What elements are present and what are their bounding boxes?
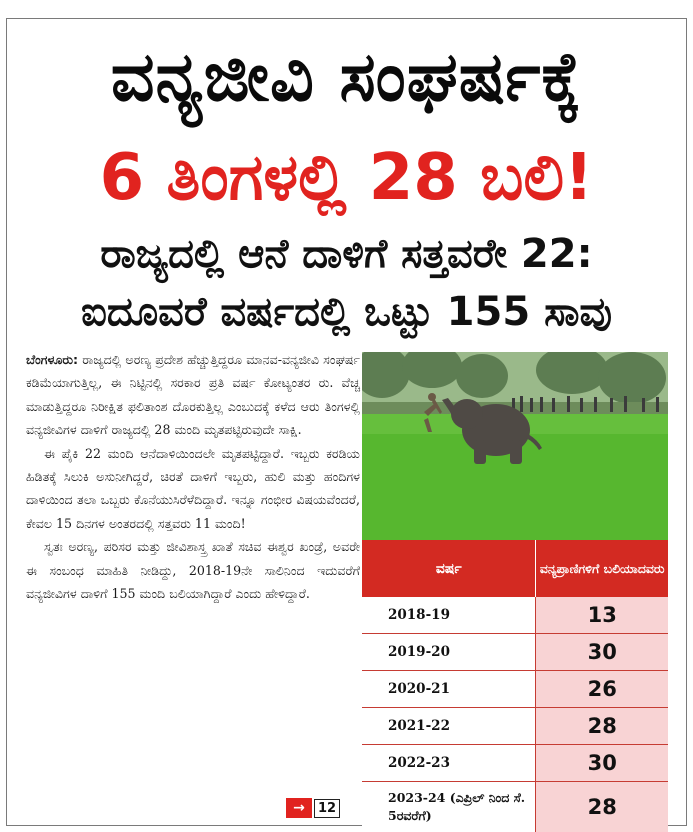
header-year: ವರ್ಷ [435,560,462,577]
row-year: 2022-23 [362,745,535,781]
article-paragraph-2: ಈ ಪೈಕಿ 22 ಮಂದಿ ಆನೆದಾಳಿಯಿಂದಲೇ ಮೃತಪಟ್ಟಿದ್ದಾರೆ. ಇಬ್ಬರು ಕರಡಿಯ ಹಿಡಿತಕ್ಕೆ ಸಿಲುಕಿ ಅಸುನೀಗಿದ್ದರೆ, ಚಿರತೆ ದಾಳಿಗೆ ಇಬ್ಬರು, ಹುಲಿ ಮತ್ತು ಹಂದಿಗಳ ದಾಳಿಯಿಂದ ತಲಾ ಒಬ್ಬರು ಕೊನೆಯುಸಿರೆಳೆದಿದ್ದಾರೆ. ಇನ್ನೂ ಗಂಭೀರ ವಿಷಯವೆಂದರೆ, ಕೇವಲ 15 ದಿನಗಳ ಅಂತರದಲ್ಲಿ ಸತ್ತವರು 11 ಮಂದಿ! [26,445,360,531]
row-count: 28 [535,708,668,744]
row-year: 2018-19 [362,597,535,633]
table-row [362,782,668,832]
subheadline-line-1: ರಾಜ್ಯದಲ್ಲಿ ಆನೆ ದಾಳಿಗೆ ಸತ್ತವರೇ 22: [100,231,593,277]
row-year: 2023-24 (ಎಪ್ರಿಲ್ ನಿಂದ ಸೆ. 5ರವರೆಗೆ) [362,782,535,832]
row-year: 2020-21 [362,671,535,707]
row-count: 30 [535,634,668,670]
deaths-by-year-table [362,540,668,823]
dateline: ಬೆಂಗಳೂರು: [26,352,79,367]
arrow-right-icon: → [286,798,312,818]
continued-page-reference [286,797,340,819]
table-row [362,745,668,782]
row-year: 2021-22 [362,708,535,744]
row-year: 2019-20 [362,634,535,670]
row-count: 13 [535,597,668,633]
header-deaths: ವನ್ಯಪ್ರಾಣಿಗಳಿಗೆ ಬಲಿಯಾದವರು [535,540,668,597]
article-paragraph-3: ಸ್ವತಃ ಅರಣ್ಯ, ಪರಿಸರ ಮತ್ತು ಜೀವಿಶಾಸ್ತ್ರ ಖಾತೆ ಸಚಿವ ಈಶ್ವರ ಖಂಡ್ರೆ, ಅವರೇ ಈ ಸಂಬಂಧ ಮಾಹಿತಿ ನೀಡಿದ್ದು, 2018-19ನೇ ಸಾಲಿನಿಂದ ಇದುವರೆಗೆ ವನ್ಯಜೀವಿಗಳ ದಾಳಿಗೆ 155 ಮಂದಿ ಬಲಿಯಾಗಿದ್ದಾರೆ ಎಂದು ಹೇಳಿದ್ದಾರೆ. [26,539,360,602]
headline-line-1: ವನ್ಯಜೀವಿ ಸಂಘರ್ಷಕ್ಕೆ [110,38,583,117]
elephant-attack-photo [362,352,668,542]
article-body [26,348,360,808]
row-count: 26 [535,671,668,707]
subheadline-line-2: ಐದೂವರೆ ವರ್ಷದಲ್ಲಿ ಒಟ್ಟು 155 ಸಾವು [80,289,613,335]
table-header [362,540,668,597]
table-row [362,671,668,708]
photo-illustration [362,352,668,542]
row-count: 30 [535,745,668,781]
table-row [362,708,668,745]
table-row [362,597,668,634]
row-count: 28 [535,782,668,832]
continued-page-number: 12 [314,799,340,818]
headline-line-2-red: 6 ತಿಂಗಳಲ್ಲಿ 28 ಬಲಿ! [99,141,594,215]
table-row [362,634,668,671]
article-paragraph-1 [26,348,360,442]
paragraph-1-text: ರಾಜ್ಯದಲ್ಲಿ ಅರಣ್ಯ ಪ್ರದೇಶ ಹೆಚ್ಚುತ್ತಿದ್ದರೂ ಮಾನವ-ವನ್ಯಜೀವಿ ಸಂಘರ್ಷ ಕಡಿಮೆಯಾಗುತ್ತಿಲ್ಲ, ಈ ನಿಟ್ಟಿನಲ್ಲಿ ಸರಕಾರ ಪ್ರತಿ ವರ್ಷ ಕೋಟ್ಯಂತರ ರು. ವೆಚ್ಚ ಮಾಡುತ್ತಿದ್ದರೂ ನಿರೀಕ್ಷಿತ ಫಲಿತಾಂಶ ದೊರಕುತ್ತಿಲ್ಲ ಎಂಬುದಕ್ಕೆ ಕಳೆದ ಆರು ತಿಂಗಳಲ್ಲಿ ವನ್ಯಜೀವಿಗಳ ದಾಳಿಗೆ ರಾಜ್ಯದಲ್ಲಿ 28 ಮಂದಿ ಮೃತಪಟ್ಟಿರುವುದೇ ಸಾಕ್ಷಿ. [26,352,360,438]
